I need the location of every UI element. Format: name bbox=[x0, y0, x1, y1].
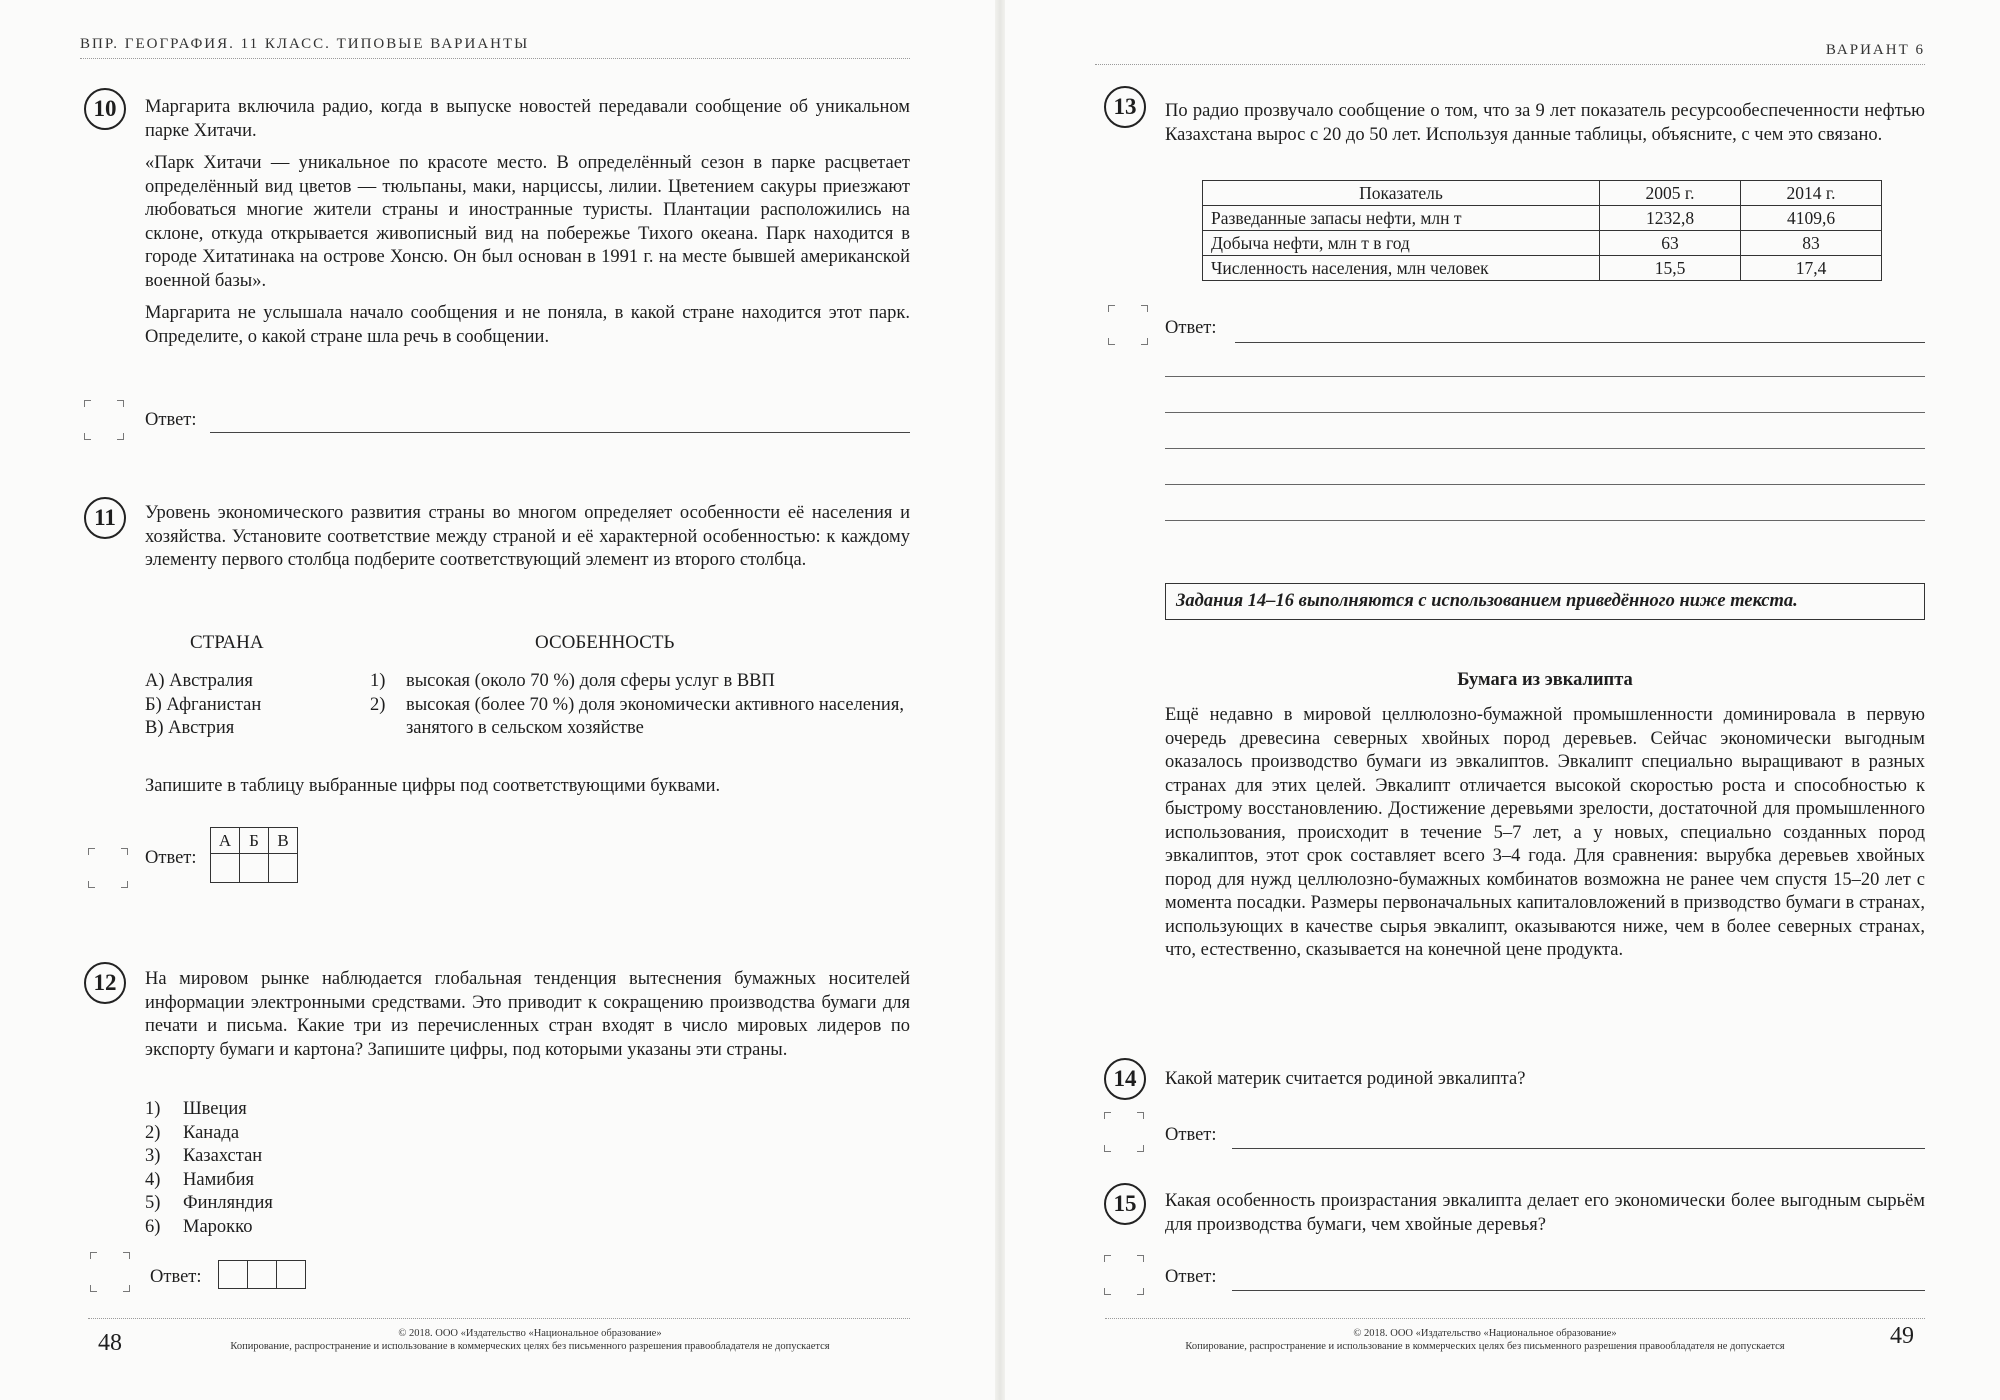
option-item bbox=[145, 1098, 273, 1122]
option-number: 4) bbox=[145, 1169, 161, 1190]
table-cell: 83 bbox=[1741, 231, 1882, 256]
option-text: Финляндия bbox=[183, 1193, 273, 1213]
option-number: 6) bbox=[145, 1216, 161, 1237]
option-item bbox=[145, 1169, 273, 1193]
answer-label-15: Ответ: bbox=[1165, 1267, 1217, 1287]
article-body: Ещё недавно в мировой целлюлозно-бумажной промышленности доминировала в первую очередь древесина северных хвойных пород деревьев. Сейчас экономически выгодным оказалось производство бумаги из эвкалиптов. Эвкалипт специально выращивают в разных странах для этих целей. Эвкалипт отличается высокой скоростью роста и способностью к быстрому восстановлению. Достижение деревьями зрелости, достаточной для промышленного использования, происходит в течение 5–7 лет, а у новых, специально созданных пород эвкалиптов, этот срок составляет всего 3–4 года. Для сравнения: вырубка деревьев хвойных пород для нужд целлюлозно-бумажных комбинатов возможна не ранее чем спустя 15–20 лет с момента посадки. Размеры первоначальных капиталовложений в призводство бумаги в странах, использующих в качестве сырья эвкалипт, оказываются ниже, чем в более северных странах, что, естественно, сказывается на конечной цене продукта. bbox=[1165, 705, 1925, 960]
copyright-notice: Копирование, распространение и использование в коммерческих целях без письменного разрешения правообладателя не допускается bbox=[1185, 1341, 1785, 1352]
table-cell: 63 bbox=[1600, 231, 1741, 256]
answer-grid-cell[interactable] bbox=[219, 1261, 248, 1289]
writing-line[interactable] bbox=[1165, 376, 1925, 377]
feature-text: высокая (около 70 %) доля сферы услуг в ВВП bbox=[406, 671, 775, 691]
answer-grid-letter: Б bbox=[240, 828, 269, 854]
option-item bbox=[145, 1145, 273, 1169]
answer-label-11: Ответ: bbox=[145, 848, 197, 868]
question-12 bbox=[145, 968, 910, 1062]
answer-field-13[interactable] bbox=[1235, 342, 1925, 343]
country-item: В) Австрия bbox=[145, 718, 235, 738]
answer-grid-cell[interactable] bbox=[240, 854, 269, 883]
score-box-14 bbox=[1104, 1112, 1144, 1152]
question-number-13: 13 bbox=[1104, 86, 1146, 128]
copyright-line: © 2018. ООО «Издательство «Национальное образование» bbox=[398, 1328, 662, 1339]
feature-item bbox=[370, 670, 910, 694]
answer-field-10[interactable] bbox=[210, 432, 910, 433]
feature-list bbox=[370, 670, 910, 741]
table-row bbox=[1203, 231, 1882, 256]
option-item bbox=[145, 1216, 273, 1240]
question-10 bbox=[145, 96, 910, 349]
table-cell: 4109,6 bbox=[1741, 206, 1882, 231]
feature-text: высокая (более 70 %) доля экономически активного населения, занятого в сельском хозяйстве bbox=[406, 694, 904, 738]
score-box-13 bbox=[1108, 305, 1148, 345]
answer-label-12: Ответ: bbox=[150, 1267, 202, 1287]
answer-label-14: Ответ: bbox=[1165, 1125, 1217, 1145]
table-cell: Численность населения, млн человек bbox=[1203, 256, 1600, 281]
page-number: 49 bbox=[1890, 1323, 1914, 1349]
writing-line[interactable] bbox=[1165, 484, 1925, 485]
article bbox=[1165, 704, 1925, 963]
table-header: Показатель bbox=[1203, 181, 1600, 206]
score-box-15 bbox=[1104, 1255, 1144, 1295]
table-cell: Разведанные запасы нефти, млн т bbox=[1203, 206, 1600, 231]
table-cell: 17,4 bbox=[1741, 256, 1882, 281]
column-header-country: СТРАНА bbox=[190, 632, 264, 653]
oil-data-table bbox=[1202, 180, 1882, 281]
feature-item bbox=[370, 694, 910, 741]
question-10-quote: «Парк Хитачи — уникальное по красоте место. В определённый сезон в парке расцветает определённый вид цветов — тюльпаны, маки, нарциссы, лилии. Цветением сакуры приезжают любоваться многие жители страны и иностранные туристы. Плантации расположились на склоне, откуда открывается живописный вид на побережье Тихого океана. Парк находится в городе Хитатинака на острове Хонсю. Он был основан в 1991 г. на месте бывшей американской военной базы». bbox=[145, 153, 910, 291]
writing-line[interactable] bbox=[1165, 412, 1925, 413]
writing-line[interactable] bbox=[1165, 448, 1925, 449]
country-list bbox=[145, 670, 261, 741]
feature-number: 1) bbox=[370, 671, 386, 691]
copyright-footer bbox=[1105, 1327, 1865, 1353]
feature-number: 2) bbox=[370, 694, 386, 715]
answer-label-13: Ответ: bbox=[1165, 318, 1217, 338]
question-13 bbox=[1165, 100, 1925, 147]
option-number: 3) bbox=[145, 1146, 161, 1166]
question-number-12: 12 bbox=[84, 962, 126, 1004]
running-head: ВАРИАНТ 6 bbox=[1825, 42, 1925, 58]
answer-grid-letter: В bbox=[269, 828, 298, 854]
answer-grid-cell[interactable] bbox=[277, 1261, 306, 1289]
article-title: Бумага из эвкалипта bbox=[1457, 670, 1633, 690]
answer-grid-11 bbox=[210, 827, 298, 883]
option-number: 5) bbox=[145, 1193, 161, 1213]
question-number-10: 10 bbox=[84, 88, 126, 130]
question-10-task: Маргарита не услышала начало сообщения и не поняла, в какой стране находится этот парк. Определите, о какой стране шла речь в сообщении. bbox=[145, 303, 910, 347]
footer-rule bbox=[1105, 1318, 1925, 1319]
answer-grid-cell[interactable] bbox=[248, 1261, 277, 1289]
score-box-11 bbox=[88, 848, 128, 888]
question-number-14: 14 bbox=[1104, 1058, 1146, 1100]
header-rule bbox=[1095, 64, 1925, 65]
footer-rule bbox=[88, 1318, 910, 1319]
answer-grid-letter: А bbox=[211, 828, 240, 854]
option-text: Казахстан bbox=[183, 1146, 263, 1166]
table-cell: 1232,8 bbox=[1600, 206, 1741, 231]
option-text: Марокко bbox=[183, 1216, 253, 1237]
question-number-11: 11 bbox=[84, 497, 126, 539]
page-number: 48 bbox=[98, 1330, 122, 1356]
shared-text-note: Задания 14–16 выполняются с использованием приведённого ниже текста. bbox=[1165, 583, 1925, 620]
copyright-footer bbox=[150, 1327, 910, 1353]
table-header: 2014 г. bbox=[1741, 181, 1882, 206]
answer-grid-cell[interactable] bbox=[269, 854, 298, 883]
table-header: 2005 г. bbox=[1600, 181, 1741, 206]
answer-grid-cell[interactable] bbox=[211, 854, 240, 883]
copyright-line: © 2018. ООО «Издательство «Национальное образование» bbox=[1353, 1328, 1617, 1339]
option-number: 1) bbox=[145, 1099, 161, 1119]
table-cell: Добыча нефти, млн т в год bbox=[1203, 231, 1600, 256]
writing-line[interactable] bbox=[1165, 520, 1925, 521]
right-page bbox=[1000, 0, 2000, 1400]
table-row bbox=[1203, 256, 1882, 281]
option-text: Намибия bbox=[183, 1169, 255, 1190]
copyright-notice: Копирование, распространение и использование в коммерческих целях без письменного разрешения правообладателя не допускается bbox=[230, 1341, 830, 1352]
option-text: Швеция bbox=[183, 1099, 247, 1119]
answer-label-10: Ответ: bbox=[145, 410, 197, 430]
question-15-text: Какая особенность произрастания эвкалипта делает его экономически более выгодным сырьём для производства бумаги, чем хвойные деревья? bbox=[1165, 1191, 1925, 1235]
header-rule bbox=[80, 58, 910, 59]
column-header-feature: ОСОБЕННОСТЬ bbox=[535, 632, 675, 653]
question-number-15: 15 bbox=[1104, 1183, 1146, 1225]
answer-field-15[interactable] bbox=[1232, 1290, 1925, 1291]
table-header-row bbox=[1203, 181, 1882, 206]
option-text: Канада bbox=[183, 1122, 240, 1143]
running-head: ВПР. ГЕОГРАФИЯ. 11 КЛАСС. ТИПОВЫЕ ВАРИАНТЫ bbox=[80, 36, 530, 52]
option-list-12 bbox=[145, 1098, 273, 1239]
score-box-10 bbox=[84, 400, 124, 440]
table-row bbox=[1203, 206, 1882, 231]
question-11 bbox=[145, 502, 910, 573]
question-14-text: Какой материк считается родиной эвкалипта? bbox=[1165, 1069, 1526, 1089]
option-item bbox=[145, 1122, 273, 1146]
question-11-intro: Уровень экономического развития страны во многом определяет особенности её населения и хозяйства. Установите соответствие между страной и её характерной особенностью: к каждому элементу первого столбца подберите соответствующий элемент из второго столбца. bbox=[145, 503, 910, 570]
answer-grid-12 bbox=[218, 1260, 306, 1289]
answer-field-14[interactable] bbox=[1232, 1148, 1925, 1149]
country-item: А) Австралия bbox=[145, 671, 253, 691]
table-cell: 15,5 bbox=[1600, 256, 1741, 281]
question-13-intro: По радио прозвучало сообщение о том, что за 9 лет показатель ресурсообеспеченности нефтью Казахстана вырос с 20 до 50 лет. Используя данные таблицы, объясните, с чем это связано. bbox=[1165, 101, 1925, 145]
option-number: 2) bbox=[145, 1122, 161, 1143]
question-11-instruction: Запишите в таблицу выбранные цифры под соответствующими буквами. bbox=[145, 776, 721, 796]
question-12-intro: На мировом рынке наблюдается глобальная тенденция вытеснения бумажных носителей информации электронными средствами. Это приводит к сокращению производства бумаги для печати и письма. Какие три из перечисленных стран входят в число мировых лидеров по экспорту бумаги и картона? Запишите цифры, под которыми указаны эти страны. bbox=[145, 969, 910, 1060]
country-item: Б) Афганистан bbox=[145, 694, 262, 715]
question-10-intro: Маргарита включила радио, когда в выпуске новостей передавали сообщение об уникальном парке Хитачи. bbox=[145, 97, 910, 141]
score-box-12 bbox=[90, 1252, 130, 1292]
option-item bbox=[145, 1192, 273, 1216]
